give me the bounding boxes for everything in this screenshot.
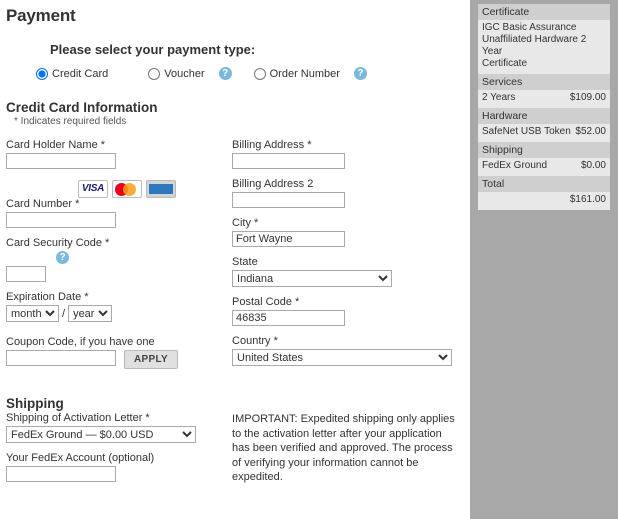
field-expiration-date <box>6 291 232 322</box>
field-activation-letter-shipping <box>6 412 232 443</box>
accepted-cards <box>78 180 176 197</box>
field-billing-address-1 <box>232 139 462 169</box>
label-fedex-account: Your FedEx Account (optional) <box>6 452 155 464</box>
radio-voucher-label: Voucher <box>164 67 205 80</box>
label-billing-address-2: Billing Address 2 <box>232 178 314 190</box>
help-icon-voucher[interactable]: ? <box>219 67 232 80</box>
order-summary-sidebar <box>470 0 618 519</box>
cart-item-hardware <box>482 126 606 138</box>
cart-item-name: FedEx Ground <box>482 160 548 171</box>
cart-item-shipping <box>482 160 606 172</box>
input-city[interactable] <box>232 231 345 247</box>
field-state <box>232 256 462 287</box>
cart-section-shipping <box>478 158 610 176</box>
mastercard-card-icon <box>112 180 142 198</box>
label-card-holder-name: Card Holder Name * <box>6 139 106 151</box>
field-card-number <box>6 178 232 228</box>
amex-card-icon <box>146 180 176 198</box>
cart-certificate-line-3: Certificate <box>482 58 528 69</box>
input-fedex-account[interactable] <box>6 466 116 482</box>
shipping-section <box>6 396 462 491</box>
select-expiration-year[interactable] <box>68 305 112 322</box>
radio-order-number[interactable] <box>254 68 266 80</box>
field-billing-address-2 <box>232 178 462 208</box>
label-card-security-code: Card Security Code * <box>6 237 110 249</box>
cart-total-amount: $161.00 <box>569 194 606 205</box>
cart-summary <box>478 4 610 210</box>
field-coupon-code <box>6 336 232 369</box>
payment-type-radio-group <box>36 67 462 80</box>
input-card-number[interactable] <box>6 212 116 228</box>
required-fields-note: * Indicates required fields <box>14 116 127 127</box>
label-city: City * <box>232 217 259 229</box>
label-coupon-code: Coupon Code, if you have one <box>6 336 155 348</box>
label-postal-code: Postal Code * <box>232 296 300 308</box>
cart-item-amount: $0.00 <box>580 160 606 171</box>
field-city <box>232 217 462 247</box>
label-activation-letter-shipping: Shipping of Activation Letter * <box>6 412 150 424</box>
radio-credit-card[interactable] <box>36 68 48 80</box>
input-billing-address-2[interactable] <box>232 192 345 208</box>
payment-type-option-credit-card[interactable] <box>36 68 108 80</box>
select-country[interactable] <box>232 349 452 366</box>
input-billing-address-1[interactable] <box>232 153 345 169</box>
radio-voucher[interactable] <box>148 68 160 80</box>
visa-card-icon: VISA <box>78 180 108 198</box>
input-card-holder-name[interactable] <box>6 153 116 169</box>
shipping-notice: IMPORTANT: Expedited shipping only applies to the activation letter after your application has been verified and approved. The process of verifying your information cannot be expedited. <box>232 413 455 483</box>
help-icon-order-number[interactable]: ? <box>354 67 367 80</box>
cart-item-amount: $52.00 <box>575 126 606 137</box>
input-card-security-code[interactable] <box>6 266 46 282</box>
shipping-section-title: Shipping <box>6 396 64 411</box>
field-country <box>232 335 462 366</box>
select-expiration-month[interactable] <box>6 305 59 322</box>
page-title: Payment <box>6 6 76 25</box>
help-icon-security-code[interactable]: ? <box>56 251 69 264</box>
cart-item-amount: $109.00 <box>569 92 606 103</box>
cart-section-certificate <box>478 20 610 74</box>
input-postal-code[interactable] <box>232 310 345 326</box>
label-card-number: Card Number * <box>6 198 80 210</box>
cart-section-heading-hardware: Hardware <box>478 108 610 124</box>
field-card-holder-name <box>6 139 232 169</box>
select-state[interactable] <box>232 270 392 287</box>
field-postal-code <box>232 296 462 326</box>
cart-item-services <box>482 92 606 104</box>
apply-coupon-button[interactable]: APPLY <box>124 350 178 369</box>
expiration-separator: / <box>62 307 66 320</box>
cart-section-heading-certificate: Certificate <box>478 4 610 20</box>
label-billing-address-1: Billing Address * <box>232 139 312 151</box>
label-country: Country * <box>232 335 278 347</box>
label-expiration-date: Expiration Date * <box>6 291 89 303</box>
cart-item-name: 2 Years <box>482 92 516 103</box>
cart-section-heading-shipping: Shipping <box>478 142 610 158</box>
payment-type-option-voucher[interactable] <box>148 68 204 80</box>
cart-certificate-line-2: Unaffiliated Hardware 2 Year <box>482 34 587 57</box>
credit-card-column <box>6 139 232 378</box>
input-coupon-code[interactable] <box>6 350 116 366</box>
payment-type-heading: Please select your payment type: <box>50 42 256 57</box>
billing-column <box>232 139 462 375</box>
cart-section-hardware <box>478 124 610 142</box>
cart-certificate-line-1: IGC Basic Assurance <box>482 22 577 33</box>
payment-type-option-order-number[interactable] <box>254 68 340 80</box>
field-fedex-account <box>6 452 232 482</box>
radio-order-number-label: Order Number <box>269 67 340 80</box>
cart-section-heading-total: Total <box>478 176 610 192</box>
credit-card-section-title: Credit Card Information <box>6 100 158 115</box>
cart-item-name: SafeNet USB Token <box>482 126 571 137</box>
label-state: State <box>232 256 258 268</box>
select-activation-letter-shipping[interactable] <box>6 426 196 443</box>
cart-section-services <box>478 90 610 108</box>
radio-credit-card-label: Credit Card <box>52 67 109 80</box>
cart-total-row <box>478 192 610 210</box>
field-card-security-code <box>6 237 232 282</box>
cart-section-heading-services: Services <box>478 74 610 90</box>
